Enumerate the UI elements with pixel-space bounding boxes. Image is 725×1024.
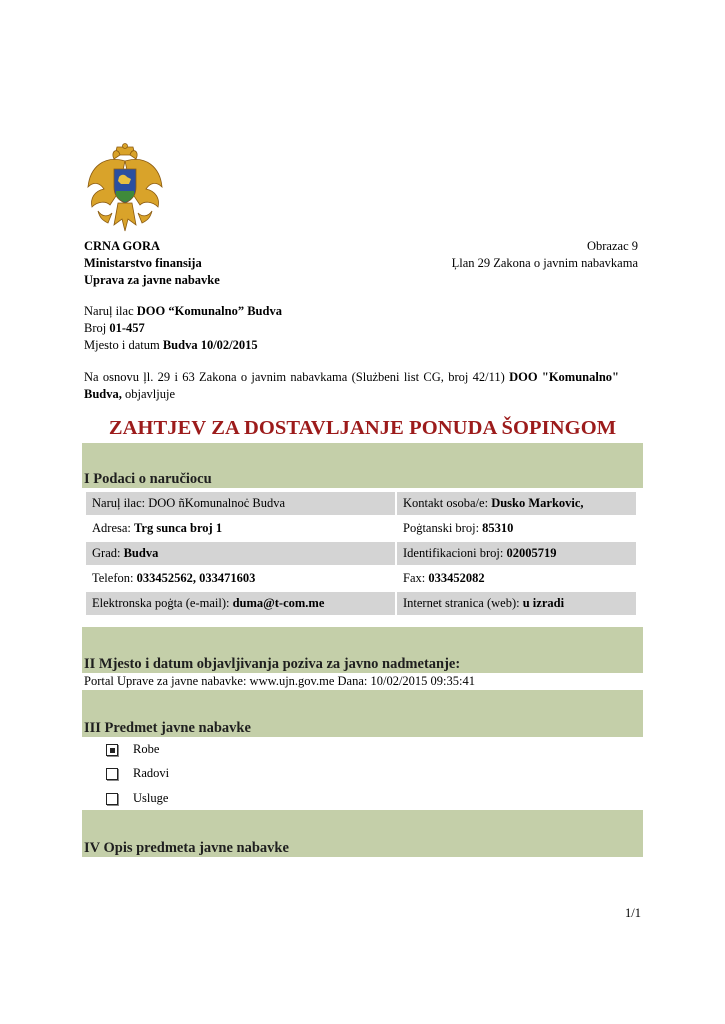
checkbox-checked-icon[interactable]: [106, 744, 118, 756]
header-institution: [84, 238, 220, 289]
table-row: [86, 592, 636, 615]
section-1-band: [82, 443, 643, 488]
option-label: Usluge: [133, 791, 169, 805]
cell-value: duma@t-com.me: [232, 596, 325, 610]
intro-suffix: objavljuje: [125, 387, 175, 401]
place-date-label: Mjesto i datum: [84, 338, 160, 352]
cell-value: 033452562, 033471603: [136, 571, 256, 585]
number-line: [84, 320, 282, 337]
table-cell: [86, 517, 395, 540]
table-cell: [86, 592, 395, 615]
section-2-band: [82, 627, 643, 673]
header-agency: Uprava za javne nabavke: [84, 273, 220, 287]
buyer-info-table: [84, 490, 638, 617]
cell-value: 02005719: [506, 546, 557, 560]
table-cell: [397, 592, 636, 615]
checkbox-icon[interactable]: [106, 793, 118, 805]
number-label: Broj: [84, 321, 107, 335]
table-cell: [86, 567, 395, 590]
option-robe[interactable]: [106, 742, 159, 757]
form-number: Obrazac 9: [586, 239, 638, 253]
place-date: Budva 10/02/2015: [162, 338, 258, 352]
table-cell: [397, 492, 636, 515]
buyer-line: [84, 303, 282, 320]
buyer-block: [84, 303, 282, 354]
table-cell: [397, 542, 636, 565]
cell-value: u izradi: [522, 596, 565, 610]
cell-label: Internet stranica (web):: [403, 596, 520, 610]
option-label: Robe: [133, 742, 160, 756]
cell-value: DOO ñKomunalnoċ Budva: [148, 496, 286, 510]
page-number: 1/1: [625, 906, 641, 920]
cell-label: Poġtanski broj:: [403, 521, 480, 535]
header-ministry: Ministarstvo finansija: [84, 256, 202, 270]
section-4-band: [82, 810, 643, 857]
cell-value: Trg sunca broj 1: [134, 521, 223, 535]
option-usluge[interactable]: [106, 791, 168, 806]
cell-value: Budva: [123, 546, 159, 560]
table-row: [86, 542, 636, 565]
cell-value: 033452082: [428, 571, 485, 585]
table-cell: [86, 492, 395, 515]
document-number: 01-457: [109, 321, 145, 335]
table-row: [86, 567, 636, 590]
cell-label: Identifikacioni broj:: [403, 546, 504, 560]
law-article: Ļlan 29 Zakona o javnim nabavkama: [451, 256, 638, 270]
option-radovi[interactable]: [106, 766, 169, 781]
intro-paragraph: [84, 369, 619, 403]
cell-value: 85310: [482, 521, 514, 535]
option-label: Radovi: [133, 766, 170, 780]
cell-label: Telefon:: [92, 571, 134, 585]
intro-text: Na osnovu ļl. 29 i 63 Zakona o javnim nabavkama (Slużbeni list CG, broj 42/11): [84, 370, 505, 384]
table-cell: [397, 567, 636, 590]
checkbox-icon[interactable]: [106, 768, 118, 780]
table-row: [86, 492, 636, 515]
document-title: ZAHTJEV ZA DOSTAVLJANJE PONUDA ŠOPINGOM: [108, 417, 617, 439]
cell-label: Grad:: [92, 546, 121, 560]
cell-value: Dusko Markovic,: [491, 496, 584, 510]
section-3-band: [82, 690, 643, 737]
section-2-title: II Mjesto i datum objavljivanja poziva za javno nadmetanje:: [84, 656, 461, 672]
buyer-name: DOO “Komunalno” Budva: [136, 304, 282, 318]
place-date-line: [84, 337, 282, 354]
table-cell: [86, 542, 395, 565]
section-3-title: III Predmet javne nabavke: [84, 720, 251, 736]
portal-line: Portal Uprave za javne nabavke: www.ujn.gov.me Dana: 10/02/2015 09:35:41: [84, 674, 475, 688]
cell-label: Kontakt osoba/e:: [403, 496, 489, 510]
cell-label: Elektronska poġta (e-mail):: [92, 596, 230, 610]
table-row: [86, 517, 636, 540]
montenegro-coat-of-arms-icon: [84, 143, 166, 235]
header-form-info: [452, 238, 638, 272]
section-4-title: IV Opis predmeta javne nabavke: [84, 840, 289, 856]
buyer-label: Naruļ ilac: [84, 304, 134, 318]
cell-label: Adresa:: [92, 521, 131, 535]
cell-label: Fax:: [403, 571, 426, 585]
section-1-title: I Podaci o naručiocu: [84, 471, 212, 487]
header-country: CRNA GORA: [84, 239, 161, 253]
table-cell: [397, 517, 636, 540]
intro-subject: DOO "Komunalno" Budva,: [84, 370, 619, 401]
cell-label: Naruļ ilac:: [92, 496, 146, 510]
